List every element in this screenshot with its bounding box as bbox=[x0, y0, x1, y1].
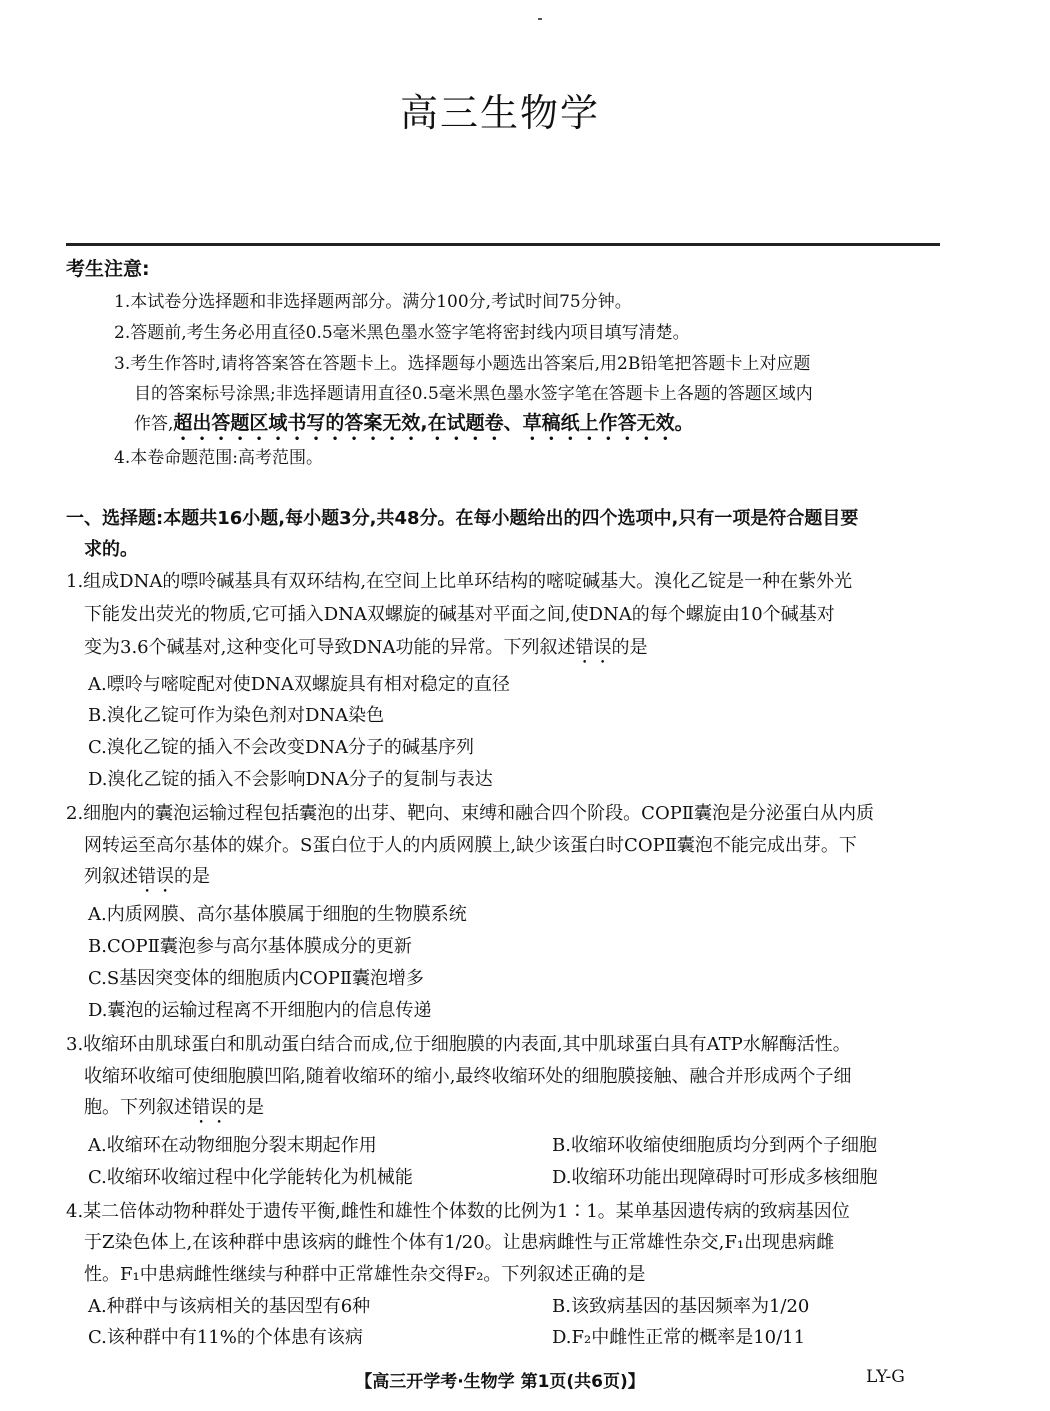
notice-item-3: 3.考生作答时,请将答案答在答题卡上。选择题每小题选出答案后,用2B铅笔把答题卡上对应题 bbox=[114, 354, 811, 374]
page-footer: 【高三开学考·生物学 第1页(共6页)】 bbox=[355, 1372, 645, 1392]
q3-stem-line-3 bbox=[84, 1093, 264, 1128]
q2-stem-prefix: 列叙述 bbox=[84, 866, 138, 887]
q2-stem-line-3 bbox=[84, 862, 210, 897]
q4-stem-line-1: 4.某二倍体动物种群处于遗传平衡,雌性和雄性个体数的比例为1∶1。某单基因遗传病的致病基因位 bbox=[66, 1201, 850, 1222]
notice-emphasis: 超出答题区域书写的答案无效,在试题卷、草稿纸上作答无效。 bbox=[173, 412, 694, 434]
notice-item-3-cont: 目的答案标号涂黑;非选择题请用直径0.5毫米黑色墨水签字笔在答题卡上各题的答题区域内 bbox=[134, 384, 813, 404]
q3-option-d: D.收缩环功能出现障碍时可形成多核细胞 bbox=[552, 1167, 878, 1188]
q1-option-b: B.溴化乙锭可作为染色剂对DNA染色 bbox=[88, 705, 385, 726]
page-title: 高三生物学 bbox=[399, 91, 600, 135]
q3-emphasis: 错误 bbox=[192, 1097, 228, 1118]
q1-stem-line-3 bbox=[84, 633, 648, 668]
q1-option-d: D.溴化乙锭的插入不会影响DNA分子的复制与表达 bbox=[88, 769, 493, 790]
notice-item-3-end bbox=[134, 408, 694, 445]
q3-stem-prefix: 胞。下列叙述 bbox=[84, 1097, 192, 1118]
notice-item-4: 4.本卷命题范围:高考范围。 bbox=[114, 448, 323, 468]
notice-heading: 考生注意: bbox=[66, 258, 150, 280]
q2-option-c: C.S基因突变体的细胞质内COPⅡ囊泡增多 bbox=[88, 968, 425, 989]
q1-option-c: C.溴化乙锭的插入不会改变DNA分子的碱基序列 bbox=[88, 737, 475, 758]
q4-option-b: B.该致病基因的基因频率为1/20 bbox=[552, 1296, 810, 1317]
q3-stem-line-2: 收缩环收缩可使细胞膜凹陷,随着收缩环的缩小,最终收缩环处的细胞膜接触、融合并形成两个子细 bbox=[84, 1066, 852, 1087]
notice-item-3-end-prefix: 作答, bbox=[134, 414, 174, 434]
q1-option-a: A.嘌呤与嘧啶配对使DNA双螺旋具有相对稳定的直径 bbox=[88, 674, 510, 695]
q4-option-c: C.该种群中有11%的个体患有该病 bbox=[88, 1327, 363, 1348]
q3-option-b: B.收缩环收缩使细胞质均分到两个子细胞 bbox=[552, 1135, 877, 1156]
q1-stem-line-2: 下能发出荧光的物质,它可插入DNA双螺旋的碱基对平面之间,使DNA的每个螺旋由10个碱基对 bbox=[84, 604, 835, 625]
scan-mark bbox=[538, 18, 542, 20]
q2-stem-line-2: 网转运至高尔基体的媒介。S蛋白位于人的内质网膜上,缺少该蛋白时COPⅡ囊泡不能完成出芽。下 bbox=[84, 835, 857, 856]
q2-emphasis: 错误 bbox=[138, 866, 174, 887]
q4-stem-line-3: 性。F₁中患病雌性继续与种群中正常雄性杂交得F₂。下列叙述正确的是 bbox=[84, 1264, 646, 1285]
q4-stem-line-2: 于Z染色体上,在该种群中患该病的雌性个体有1/20。让患病雌性与正常雄性杂交,F₁出现患病雌 bbox=[84, 1232, 835, 1253]
section-heading-cont: 求的。 bbox=[84, 539, 138, 560]
q1-stem-prefix: 变为3.6个碱基对,这种变化可导致DNA功能的异常。下列叙述 bbox=[84, 637, 576, 658]
q3-option-a: A.收缩环在动物细胞分裂末期起作用 bbox=[88, 1135, 377, 1156]
q3-stem-line-1: 3.收缩环由肌球蛋白和肌动蛋白结合而成,位于细胞膜的内表面,其中肌球蛋白具有ATP水解酶活性。 bbox=[66, 1034, 851, 1055]
q2-stem-suffix: 的是 bbox=[174, 866, 210, 887]
q1-stem-line-1: 1.组成DNA的嘌呤碱基具有双环结构,在空间上比单环结构的嘧啶碱基大。溴化乙锭是一种在紫外光 bbox=[66, 571, 853, 592]
header-rule bbox=[66, 243, 940, 246]
q1-emphasis: 错误 bbox=[575, 637, 612, 658]
q3-option-c: C.收缩环收缩过程中化学能转化为机械能 bbox=[88, 1167, 413, 1188]
notice-item-1: 1.本试卷分选择题和非选择题两部分。满分100分,考试时间75分钟。 bbox=[114, 292, 632, 312]
q2-stem-line-1: 2.细胞内的囊泡运输过程包括囊泡的出芽、靶向、束缚和融合四个阶段。COPⅡ囊泡是分泌蛋白从内质 bbox=[66, 803, 875, 824]
q3-stem-suffix: 的是 bbox=[228, 1097, 264, 1118]
q4-option-d: D.F₂中雌性正常的概率是10/11 bbox=[552, 1327, 806, 1348]
paper-code: LY-G bbox=[866, 1367, 905, 1387]
section-heading: 一、选择题:本题共16小题,每小题3分,共48分。在每小题给出的四个选项中,只有一项是符合题目要 bbox=[66, 508, 859, 529]
q2-option-b: B.COPⅡ囊泡参与高尔基体膜成分的更新 bbox=[88, 936, 412, 957]
q1-stem-suffix: 的是 bbox=[611, 637, 648, 658]
q4-option-a: A.种群中与该病相关的基因型有6种 bbox=[88, 1296, 371, 1317]
notice-item-2: 2.答题前,考生务必用直径0.5毫米黑色墨水签字笔将密封线内项目填写清楚。 bbox=[114, 323, 690, 343]
q2-option-d: D.囊泡的运输过程离不开细胞内的信息传递 bbox=[88, 1000, 432, 1021]
q2-option-a: A.内质网膜、高尔基体膜属于细胞的生物膜系统 bbox=[88, 904, 467, 925]
